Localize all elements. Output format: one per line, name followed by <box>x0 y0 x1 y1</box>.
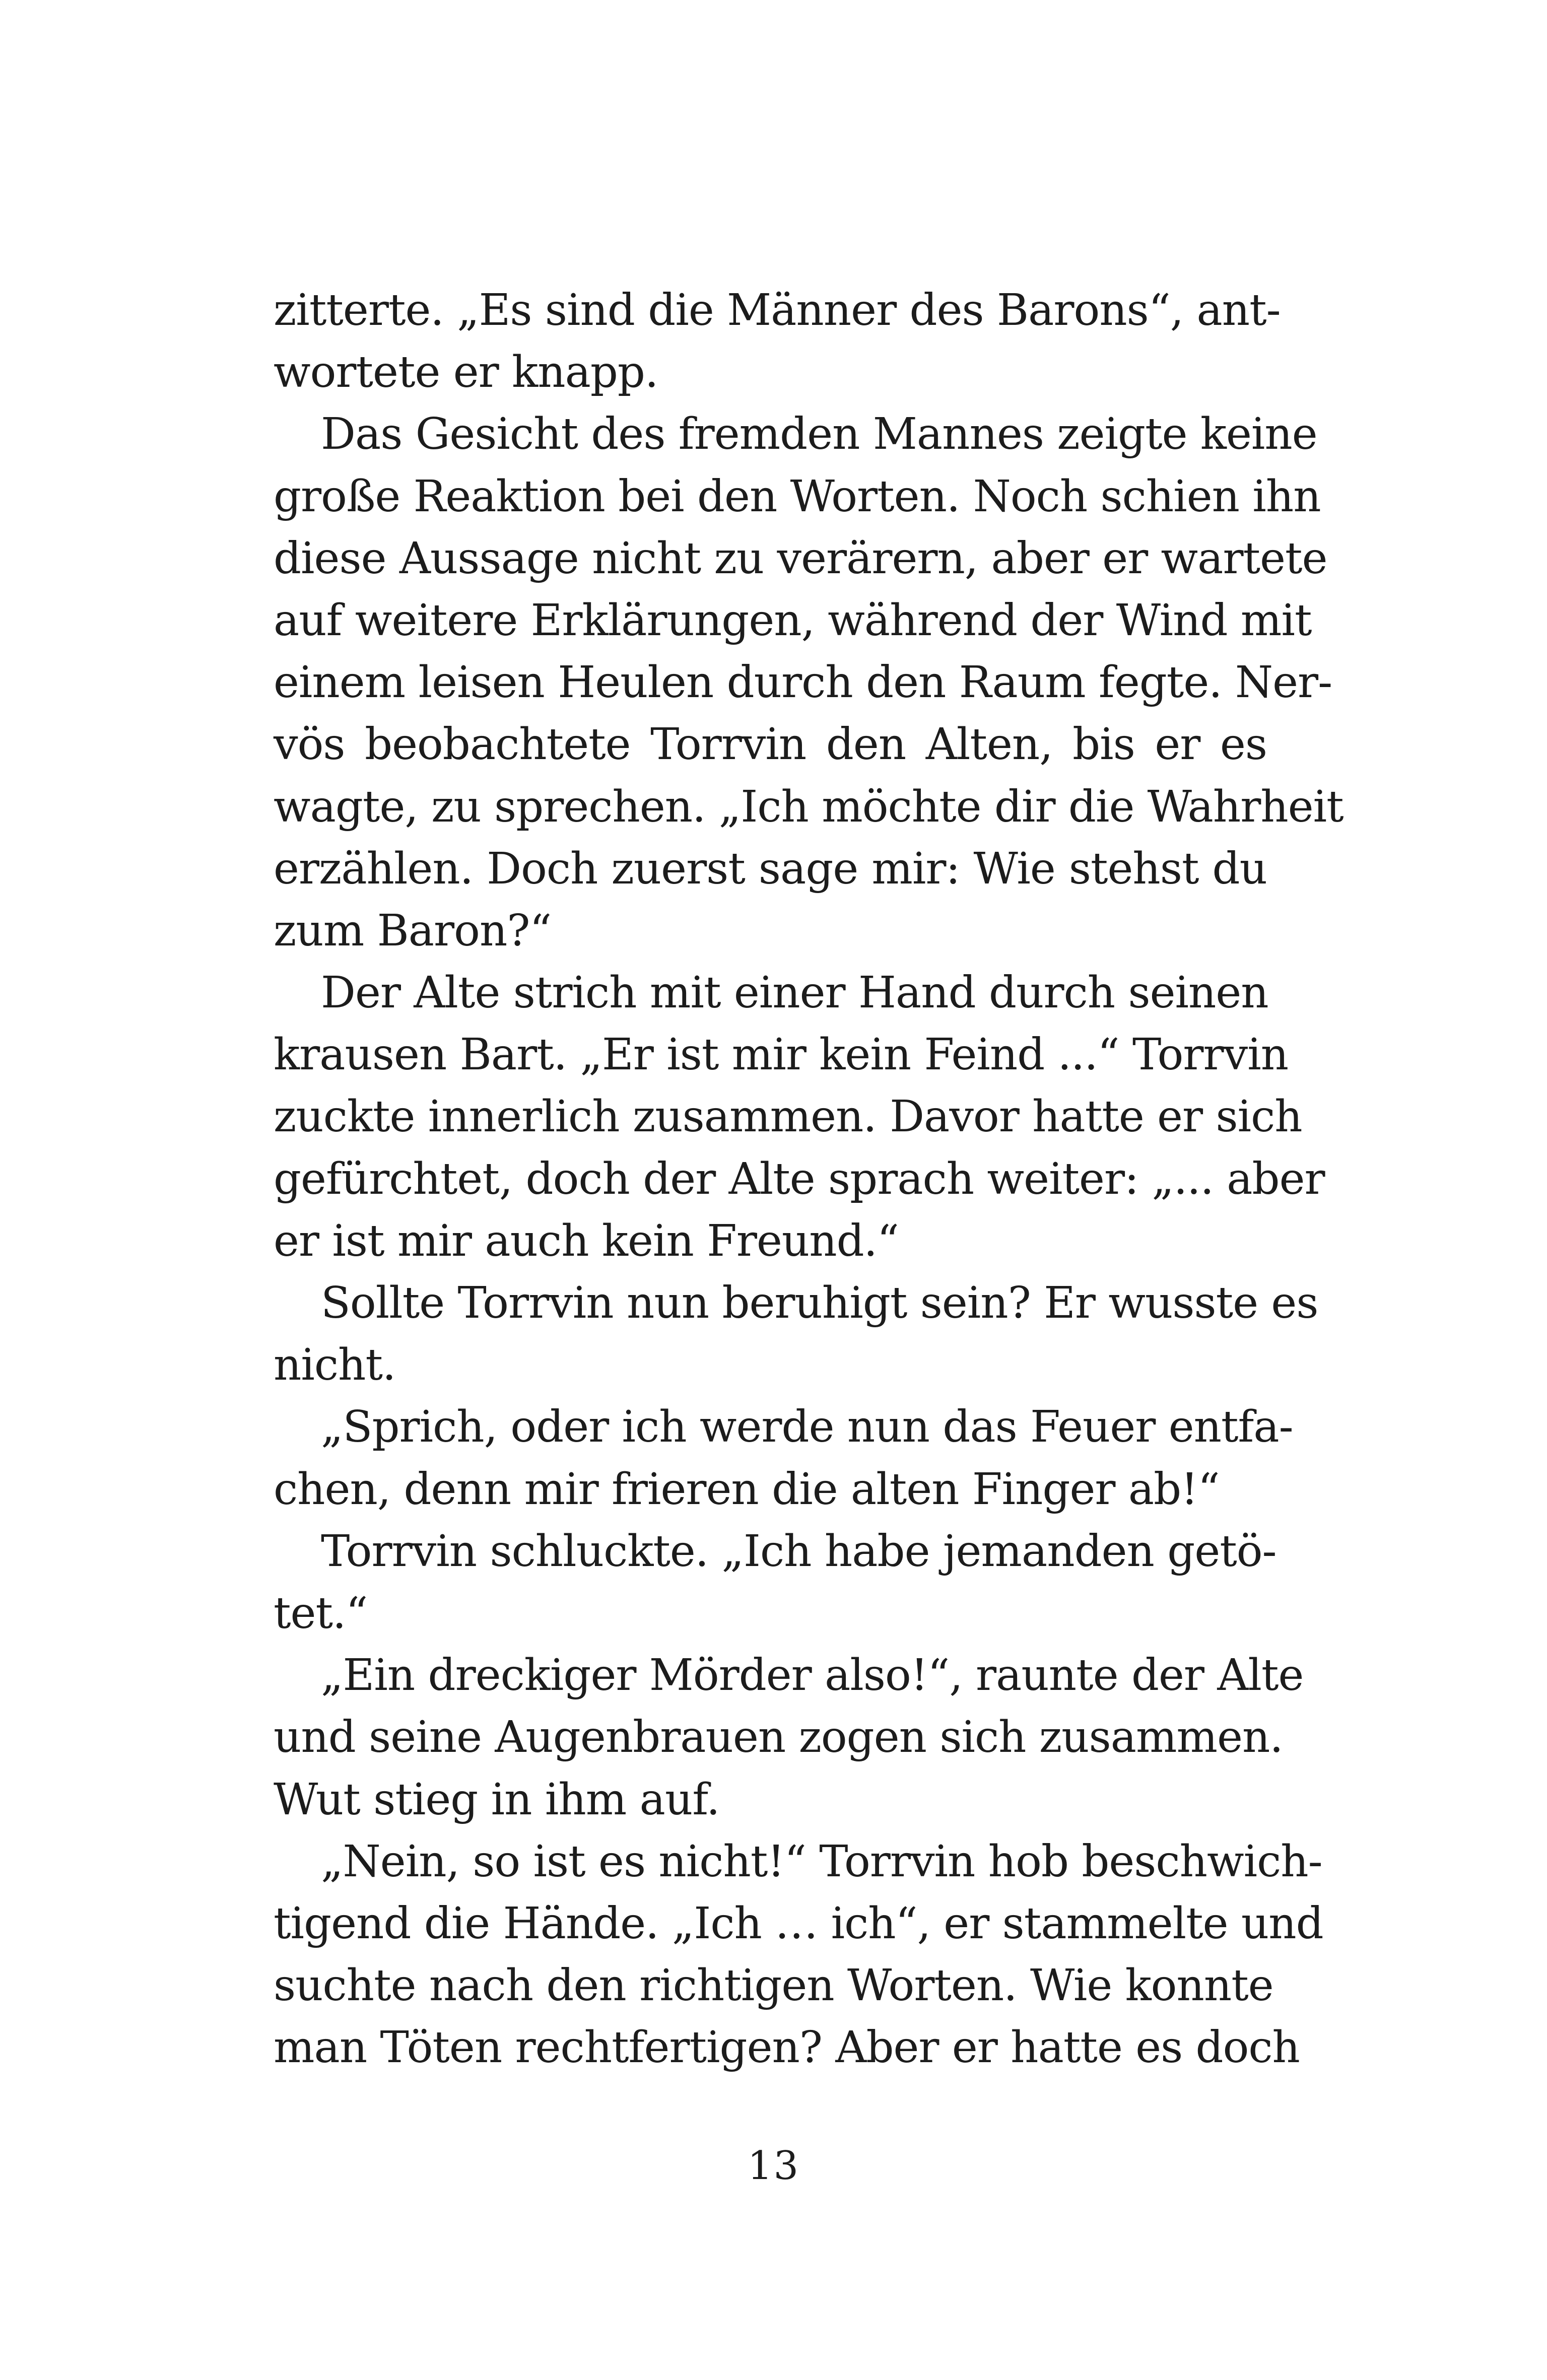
text-line: Wut stieg in ihm auf. <box>274 1774 720 1825</box>
text-line: Torrvin schluckte. „Ich habe jemanden getö- <box>321 1526 1276 1577</box>
body-text <box>274 280 1343 2079</box>
text-line: zitterte. „Es sind die Männer des Barons“, ant- <box>274 285 1281 335</box>
page-number: 13 <box>747 2143 800 2189</box>
text-line: erzählen. Doch zuerst sage mir: Wie stehst du <box>274 843 1267 894</box>
text-line: „Nein, so ist es nicht!“ Torrvin hob beschwich- <box>321 1836 1322 1887</box>
text-line: tet.“ <box>274 1588 368 1639</box>
text-line: und seine Augenbrauen zogen sich zusammen. <box>274 1712 1283 1763</box>
text-line: suchte nach den richtigen Worten. Wie konnte <box>274 1960 1273 2011</box>
text-line: wagte, zu sprechen. „Ich möchte dir die Wahrheit <box>274 781 1343 832</box>
text-line: er ist mir auch kein Freund.“ <box>274 1215 899 1266</box>
text-line: große Reaktion bei den Worten. Noch schien ihn <box>274 471 1321 522</box>
text-line: tigend die Hände. „Ich … ich“, er stammelte und <box>274 1898 1323 1949</box>
text-line: nicht. <box>274 1340 396 1391</box>
text-line: diese Aussage nicht zu verärern, aber er wartete <box>274 533 1327 584</box>
text-line: Sollte Torrvin nun beruhigt sein? Er wusste es <box>321 1278 1318 1328</box>
text-line: chen, denn mir frieren die alten Finger ab!“ <box>274 1464 1220 1515</box>
text-line: krausen Bart. „Er ist mir kein Feind ...“ Torrvin <box>274 1030 1289 1080</box>
text-line: wortete er knapp. <box>274 347 658 398</box>
text-line: einem leisen Heulen durch den Raum fegte. Ner- <box>274 657 1332 708</box>
text-line: vös beobachtete Torrvin den Alten, bis er es <box>274 719 1267 770</box>
text-line: gefürchtet, doch der Alte sprach weiter: „... aber <box>274 1153 1325 1204</box>
text-line: zuckte innerlich zusammen. Davor hatte er sich <box>274 1092 1302 1142</box>
text-line: man Töten rechtfertigen? Aber er hatte es doch <box>274 2022 1300 2073</box>
text-line: auf weitere Erklärungen, während der Wind mit <box>274 595 1312 646</box>
text-line: „Ein dreckiger Mörder also!“, raunte der Alte <box>321 1650 1304 1701</box>
text-line: zum Baron?“ <box>274 905 552 956</box>
text-line: Der Alte strich mit einer Hand durch seinen <box>321 968 1268 1018</box>
text-line: „Sprich, oder ich werde nun das Feuer entfa- <box>321 1402 1293 1453</box>
text-line: Das Gesicht des fremden Mannes zeigte keine <box>321 409 1317 460</box>
